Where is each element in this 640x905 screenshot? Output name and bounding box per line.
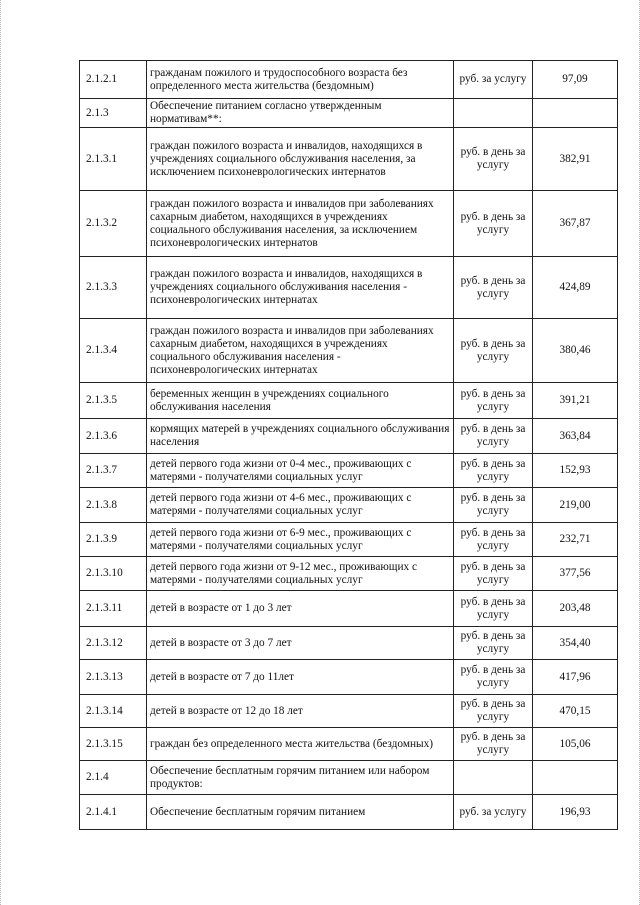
row-code: 2.1.3.14 [80,695,147,728]
table-row [80,523,618,557]
row-description: кормящих матерей в учреждениях социального обслуживания населения [147,419,454,454]
row-code: 2.1.3.8 [80,488,147,523]
row-description: граждан пожилого возраста и инвалидов, находящихся в учреждениях социального обслуживания населения, за исключением психоневрологических интернатов [147,128,454,191]
table-row [80,627,618,660]
table-row [80,591,618,627]
table-row [80,319,618,383]
row-description: Обеспечение бесплатным горячим питанием [147,795,454,830]
table-row [80,191,618,257]
row-code: 2.1.3.11 [80,591,147,627]
table-row [80,728,618,761]
row-description: детей первого года жизни от 9-12 мес., проживающих с матерями - получателями социальных услуг [147,557,454,591]
row-description: Обеспечение питанием согласно утвержденным нормативам**: [147,99,454,128]
row-code: 2.1.3.13 [80,660,147,695]
row-description: граждан пожилого возраста и инвалидов при заболеваниях сахарным диабетом, находящихся в учреждениях социального обслуживания населения - психоневрологических интернатах [147,319,454,383]
row-price: 377,56 [533,557,618,591]
row-unit: руб. в день за услугу [454,419,533,454]
table-row [80,557,618,591]
table-row [80,257,618,319]
row-price: 232,71 [533,523,618,557]
row-unit: руб. в день за услугу [454,454,533,488]
row-description: граждан без определенного места жительства (бездомных) [147,728,454,761]
row-unit [454,99,533,128]
row-unit: руб. в день за услугу [454,257,533,319]
row-unit: руб. в день за услугу [454,523,533,557]
row-code: 2.1.3.7 [80,454,147,488]
row-unit: руб. в день за услугу [454,591,533,627]
row-price: 105,06 [533,728,618,761]
table-row [80,660,618,695]
tariff-table [79,60,618,830]
table-row [80,419,618,454]
row-code: 2.1.3.1 [80,128,147,191]
row-price: 424,89 [533,257,618,319]
row-code: 2.1.3 [80,99,147,128]
row-description: детей в возрасте от 7 до 11лет [147,660,454,695]
row-code: 2.1.3.5 [80,383,147,419]
row-unit: руб. в день за услугу [454,627,533,660]
row-price: 354,40 [533,627,618,660]
row-description: детей первого года жизни от 4-6 мес., проживающих с матерями - получателями социальных услуг [147,488,454,523]
row-code: 2.1.3.6 [80,419,147,454]
scan-left-edge [0,0,3,905]
row-unit: руб. в день за услугу [454,319,533,383]
row-code: 2.1.3.3 [80,257,147,319]
row-unit: руб. за услугу [454,795,533,830]
row-unit: руб. в день за услугу [454,488,533,523]
row-code: 2.1.3.2 [80,191,147,257]
row-code: 2.1.3.10 [80,557,147,591]
row-description: детей в возрасте от 1 до 3 лет [147,591,454,627]
table-row [80,61,618,99]
row-unit: руб. за услугу [454,61,533,99]
row-description: Обеспечение бесплатным горячим питанием или набором продуктов: [147,761,454,795]
table-row [80,795,618,830]
row-price: 380,46 [533,319,618,383]
row-unit: руб. в день за услугу [454,557,533,591]
row-code: 2.1.3.4 [80,319,147,383]
row-unit: руб. в день за услугу [454,695,533,728]
row-description: беременных женщин в учреждениях социального обслуживания населения [147,383,454,419]
row-unit: руб. в день за услугу [454,191,533,257]
row-price: 196,93 [533,795,618,830]
row-description: граждан пожилого возраста и инвалидов при заболеваниях сахарным диабетом, находящихся в учреждениях социального обслуживания населения, за исключением психоневрологических интернатов [147,191,454,257]
row-description: детей первого года жизни от 6-9 мес., проживающих с матерями - получателями социальных услуг [147,523,454,557]
row-description: детей в возрасте от 12 до 18 лет [147,695,454,728]
row-unit [454,761,533,795]
table-row [80,454,618,488]
row-description: граждан пожилого возраста и инвалидов, находящихся в учреждениях социального обслуживания населения - психоневрологических интернатах [147,257,454,319]
row-price: 219,00 [533,488,618,523]
row-description: детей первого года жизни от 0-4 мес., проживающих с матерями - получателями социальных услуг [147,454,454,488]
row-description: гражданам пожилого и трудоспособного возраста без определенного места жительства (бездомным) [147,61,454,99]
row-price: 417,96 [533,660,618,695]
row-code: 2.1.3.9 [80,523,147,557]
row-price [533,99,618,128]
row-code: 2.1.4.1 [80,795,147,830]
row-unit: руб. в день за услугу [454,128,533,191]
row-code: 2.1.3.15 [80,728,147,761]
row-unit: руб. в день за услугу [454,660,533,695]
row-price: 367,87 [533,191,618,257]
row-price: 382,91 [533,128,618,191]
row-code: 2.1.4 [80,761,147,795]
row-price: 470,15 [533,695,618,728]
row-description: детей в возрасте от 3 до 7 лет [147,627,454,660]
row-price: 391,21 [533,383,618,419]
row-price [533,761,618,795]
row-price: 97,09 [533,61,618,99]
row-unit: руб. в день за услугу [454,383,533,419]
row-price: 203,48 [533,591,618,627]
row-price: 152,93 [533,454,618,488]
table-row [80,383,618,419]
row-price: 363,84 [533,419,618,454]
table-row [80,99,618,128]
table-row [80,695,618,728]
row-code: 2.1.2.1 [80,61,147,99]
table-row [80,488,618,523]
table-row [80,761,618,795]
row-unit: руб. в день за услугу [454,728,533,761]
table-row [80,128,618,191]
row-code: 2.1.3.12 [80,627,147,660]
